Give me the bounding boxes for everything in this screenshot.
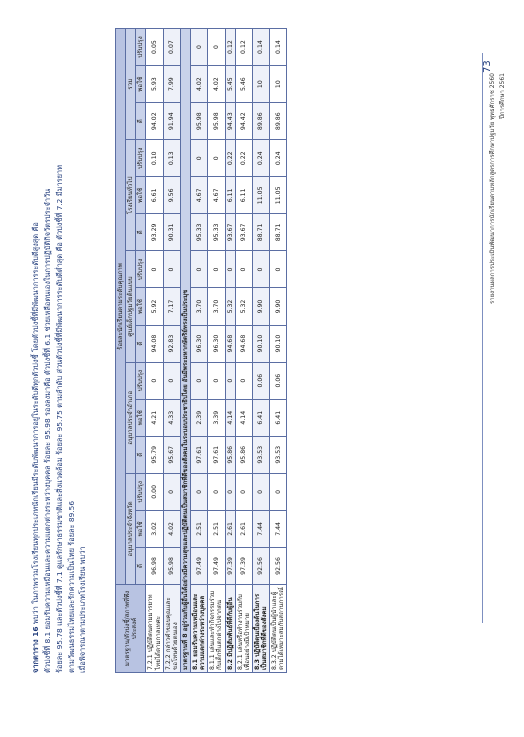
cell-value: 3.39: [208, 399, 225, 436]
header-level: ดี: [136, 325, 146, 362]
cell-value: 6.41: [252, 399, 269, 436]
table-row: [208, 29, 225, 673]
header-level: พอใช้: [136, 510, 146, 547]
footer-year: ปีการศึกษา 2561: [499, 73, 506, 119]
cell-value: 94.68: [225, 325, 235, 362]
table-row: [235, 29, 252, 673]
cell-value: 97.61: [208, 436, 225, 473]
cell-value: 97.49: [191, 547, 208, 584]
cell-value: 97.39: [225, 547, 235, 584]
header-level: ดี: [136, 436, 146, 473]
caption-line-2: ตัวบ่งชี้ที่ 8.1 ยอมรับความเหมือนและความแตกต่างระหว่างบุคคล ร้อยละ 95.98 รองลงมาคือ ตัวบ่งชี้ที่ 6.1 ช่วยเหลือตนเองในการปฏิบัติกิจวัตรประจำวัน: [42, 188, 52, 673]
header-level: พอใช้: [136, 399, 146, 436]
row-label: 7.2.2 กล่าวคำขอบคุณและขอโทษด้วยตนเอง: [163, 585, 180, 673]
section-label: มาตรฐานที่ 8 อยู่ร่วมกับผู้อื่นได้อย่างมีความสุขและปฏิบัติตนเป็นสมาชิกที่ดีของสังคมในระบอบประชาธิปไตย อันมีพระมหากษัตริย์ทรงเป็นประมุข: [180, 29, 190, 673]
cell-value: 0: [252, 251, 269, 288]
cell-value: 0.14: [252, 29, 269, 66]
cell-value: 6.11: [225, 177, 235, 214]
cell-value: 0: [208, 29, 225, 66]
cell-value: 11.05: [252, 177, 269, 214]
cell-value: 0.12: [225, 29, 235, 66]
header-level: ปรับปรุง: [136, 362, 146, 399]
cell-value: 95.98: [163, 547, 180, 584]
cell-value: 0: [191, 251, 208, 288]
row-label: 7.2.1 ปฏิบัติตนตามมารยาทไทยได้ตามกาลเทศะ: [146, 585, 163, 673]
header-level: ดี: [136, 214, 146, 251]
header-level: ปรับปรุง: [136, 473, 146, 510]
cell-value: 90.10: [252, 325, 269, 362]
row-label: 8.2.1 เล่นหรือทำงานร่วมกับเพื่อนอย่างมีเป้าหมาย: [235, 585, 252, 673]
cell-value: 0: [208, 362, 225, 399]
header-level: ปรับปรุง: [136, 140, 146, 177]
header-group-2: ศูนย์เด็กปฐมวัยต้นแบบ: [126, 251, 136, 362]
cell-value: 94.42: [235, 103, 252, 140]
cell-value: 95.33: [208, 214, 225, 251]
header-group-1: อนุบาลประจำอำเภอ: [126, 362, 136, 473]
table-row: [191, 29, 208, 673]
cell-value: 96.30: [191, 325, 208, 362]
caption-line-4: ตามวัฒนธรรมไทยและรักความเป็นไทย ร้อยละ 89.56: [66, 500, 76, 673]
cell-value: 0.07: [163, 29, 180, 66]
table-caption: [30, 33, 89, 673]
cell-value: 97.61: [191, 436, 208, 473]
table-row: [163, 29, 180, 673]
cell-value: 5.93: [146, 66, 163, 103]
header-level: พอใช้: [136, 288, 146, 325]
cell-value: 92.56: [252, 547, 269, 584]
cell-value: 0.06: [252, 362, 269, 399]
row-label: 8.3.2 ปฏิบัติตนเป็นผู้นำและผู้ตามได้เหมาะสมกับสถานการณ์: [270, 585, 287, 673]
header-group-4: รวม: [126, 29, 136, 140]
cell-value: 0: [270, 251, 287, 288]
cell-value: 93.53: [270, 436, 287, 473]
cell-value: 0: [235, 473, 252, 510]
cell-value: 0.22: [235, 140, 252, 177]
cell-value: 5.46: [235, 66, 252, 103]
cell-value: 93.67: [235, 214, 252, 251]
table-row: [270, 29, 287, 673]
cell-value: 0.24: [270, 140, 287, 177]
caption-label: จากตาราง 16: [31, 626, 40, 673]
cell-value: 90.31: [163, 214, 180, 251]
cell-value: 97.49: [208, 547, 225, 584]
cell-value: 2.51: [208, 510, 225, 547]
cell-value: 91.94: [163, 103, 180, 140]
footer-rule: [482, 53, 483, 623]
footer-title: รายงานผลการประเมินพัฒนาการนักเรียนตามหลักสูตรการศึกษาปฐมวัย พุทธศักราช 2560: [489, 73, 496, 304]
cell-value: 4.21: [146, 399, 163, 436]
header-level: ดี: [136, 103, 146, 140]
cell-value: 90.10: [270, 325, 287, 362]
cell-value: 0.13: [163, 140, 180, 177]
header-level: พอใช้: [136, 177, 146, 214]
cell-value: 0: [252, 473, 269, 510]
page-number: 73: [482, 60, 493, 73]
row-label: 8.2 มีปฏิสัมพันธ์ที่ดีกับผู้อื่น: [225, 585, 235, 673]
cell-value: 3.70: [191, 288, 208, 325]
cell-value: 0: [208, 251, 225, 288]
cell-value: 93.53: [252, 436, 269, 473]
cell-value: 89.86: [252, 103, 269, 140]
cell-value: 94.68: [235, 325, 252, 362]
cell-value: 0: [191, 362, 208, 399]
cell-value: 95.86: [235, 436, 252, 473]
cell-value: 0: [208, 140, 225, 177]
cell-value: 95.86: [225, 436, 235, 473]
header-group-3: โรงเรียนทั่วไป: [126, 140, 136, 251]
header-school-types: [126, 29, 136, 673]
header-level: ดี: [136, 547, 146, 584]
cell-value: 10: [252, 66, 269, 103]
cell-value: 7.44: [270, 510, 287, 547]
cell-value: 0: [191, 140, 208, 177]
cell-value: 0.06: [270, 362, 287, 399]
cell-value: 0: [163, 251, 180, 288]
cell-value: 7.44: [252, 510, 269, 547]
cell-value: 4.67: [208, 177, 225, 214]
cell-value: 88.71: [252, 214, 269, 251]
cell-value: 92.56: [270, 547, 287, 584]
cell-value: 0.24: [252, 140, 269, 177]
cell-value: 9.56: [163, 177, 180, 214]
cell-value: 0: [235, 251, 252, 288]
header-standard: มาตรฐาน/ตัวบ่งชี้/สภาพที่พึงประสงค์: [116, 585, 146, 673]
table-body: [146, 29, 287, 673]
cell-value: 96.30: [208, 325, 225, 362]
cell-value: 89.86: [270, 103, 287, 140]
section-row: [180, 29, 190, 673]
caption-line-5: เมื่อพิจารณาตามประเภทโรงเรียน พบว่า: [78, 546, 88, 673]
cell-value: 0.00: [146, 473, 163, 510]
cell-value: 2.39: [191, 399, 208, 436]
cell-value: 2.61: [225, 510, 235, 547]
page-footer: [487, 73, 507, 573]
header-level: พอใช้: [136, 66, 146, 103]
cell-value: 6.41: [270, 399, 287, 436]
cell-value: 4.02: [163, 510, 180, 547]
cell-value: 95.79: [146, 436, 163, 473]
cell-value: 0: [235, 362, 252, 399]
cell-value: 0: [225, 362, 235, 399]
header-level: ปรับปรุง: [136, 251, 146, 288]
cell-value: 5.92: [146, 288, 163, 325]
cell-value: 3.02: [146, 510, 163, 547]
cell-value: 0: [208, 473, 225, 510]
cell-value: 11.05: [270, 177, 287, 214]
cell-value: 10: [270, 66, 287, 103]
cell-value: 3.70: [208, 288, 225, 325]
cell-value: 93.29: [146, 214, 163, 251]
cell-value: 88.71: [270, 214, 287, 251]
cell-value: 0: [270, 473, 287, 510]
cell-value: 7.99: [163, 66, 180, 103]
cell-value: 7.17: [163, 288, 180, 325]
row-label: 8.1 ยอมรับความเหมือนและความแตกต่างระหว่างบุคคล: [191, 585, 208, 673]
cell-value: 0.22: [225, 140, 235, 177]
cell-value: 4.14: [225, 399, 235, 436]
cell-value: 95.67: [163, 436, 180, 473]
cell-value: 0: [225, 251, 235, 288]
cell-value: 4.02: [191, 66, 208, 103]
caption-line-3: ร้อยละ 95.78 และตัวบ่งชี้ที่ 7.1 ดูแลรักษาธรรมชาติและสิ่งแวดล้อม ร้อยละ 95.75 ตามลำดับ ส่วนตัวบ่งชี้ที่มีพัฒนาการระดับดีต่ำสุด คือ ตัวบ่งชี้ที่ 7.2 มีมารยาท: [54, 165, 64, 673]
cell-value: 94.08: [146, 325, 163, 362]
table-row: [225, 29, 235, 673]
table-row: [146, 29, 163, 673]
cell-value: 93.67: [225, 214, 235, 251]
cell-value: 0: [146, 251, 163, 288]
cell-value: 2.61: [235, 510, 252, 547]
rotated-landscape-content: [20, 33, 510, 683]
cell-value: 0: [163, 473, 180, 510]
cell-value: 0.14: [270, 29, 287, 66]
cell-value: 6.11: [235, 177, 252, 214]
cell-value: 0: [191, 29, 208, 66]
cell-value: 97.39: [235, 547, 252, 584]
header-group-0: อนุบาลประจำจังหวัด: [126, 473, 136, 584]
cell-value: 95.98: [208, 103, 225, 140]
results-table: [115, 28, 287, 673]
cell-value: 0: [191, 473, 208, 510]
cell-value: 95.33: [191, 214, 208, 251]
cell-value: 0: [146, 362, 163, 399]
header-percent-group: ร้อยละนักเรียนตามระดับคุณภาพ: [116, 29, 126, 585]
cell-value: 9.90: [252, 288, 269, 325]
cell-value: 4.02: [208, 66, 225, 103]
cell-value: 95.98: [191, 103, 208, 140]
row-label: 8.3 ปฏิบัติตนเบื้องต้นในการเป็นสมาชิกที่ดีของสังคม: [252, 585, 269, 673]
cell-value: 0: [163, 362, 180, 399]
cell-value: 4.33: [163, 399, 180, 436]
cell-value: 92.83: [163, 325, 180, 362]
cell-value: 0.05: [146, 29, 163, 66]
cell-value: 94.43: [225, 103, 235, 140]
cell-value: 0.12: [235, 29, 252, 66]
header-level: ปรับปรุง: [136, 29, 146, 66]
cell-value: 5.45: [225, 66, 235, 103]
cell-value: 4.67: [191, 177, 208, 214]
cell-value: 4.14: [235, 399, 252, 436]
header-levels: [136, 29, 146, 673]
cell-value: 94.02: [146, 103, 163, 140]
cell-value: 0.10: [146, 140, 163, 177]
cell-value: 0: [225, 473, 235, 510]
row-label: 8.1.1 เล่นและทำกิจกรรมร่วมกับเด็กที่แตกต่างไปจากตน: [208, 585, 225, 673]
cell-value: 9.90: [270, 288, 287, 325]
cell-value: 2.51: [191, 510, 208, 547]
cell-value: 6.61: [146, 177, 163, 214]
cell-value: 5.32: [235, 288, 252, 325]
cell-value: 96.98: [146, 547, 163, 584]
table-row: [252, 29, 269, 673]
cell-value: 5.32: [225, 288, 235, 325]
caption-line-1: จากตาราง 16 พบว่า ในภาพรวมโรงเรียนทุกประเภทนักเรียนมีระดับพัฒนาการอยู่ในระดับดีทุกตัวบ่งชี้ โดยตัวบ่งชี้ที่มีพัฒนาการระดับดีสูงสุด คือ: [31, 222, 40, 673]
